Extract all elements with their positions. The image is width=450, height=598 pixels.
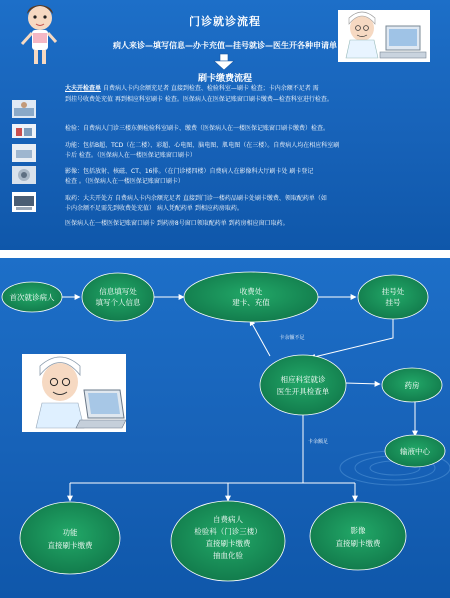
process-line-3: 检验：自费病人门诊三楼东侧检验科室刷卡、缴费（医保病人在一楼医保记账窗口刷卡缴费）检查。 xyxy=(65,125,330,132)
process-line-5: 卡后 检查。（医保病人在一楼医保记账窗口刷卡） xyxy=(65,152,196,159)
photo-pharmacy xyxy=(12,192,36,212)
outpatient-process-panel xyxy=(0,0,450,250)
node-cashier-line2: 建卡、充值 xyxy=(232,298,270,307)
process-line-2: 到挂号收费处充值 再到相应科室刷卡 检查。医保病人在医保记账窗口刷卡缴费—检查科室进行检查。 xyxy=(65,96,333,103)
node-fill-info xyxy=(82,273,154,321)
node-imaging xyxy=(310,502,406,570)
node-registration-line1: 挂号处 xyxy=(381,287,405,296)
process-line-1-lead: 大夫开检查单 xyxy=(65,85,102,92)
node-first-visit xyxy=(2,282,62,312)
photo-function-room xyxy=(12,144,36,162)
node-clinic xyxy=(260,355,346,415)
node-imaging-line2: 直接刷卡缴费 xyxy=(335,539,381,548)
edge-registration-to-clinic xyxy=(310,319,393,358)
node-registration xyxy=(358,275,428,319)
doctor-laptop-icon xyxy=(22,354,126,432)
payment-flowchart-panel xyxy=(0,258,450,598)
section-title: 刷卡缴费流程 xyxy=(197,74,252,84)
flowchart xyxy=(0,258,450,598)
node-lab-line3: 直接刷卡缴费 xyxy=(205,539,251,548)
node-function-line1: 功能 xyxy=(62,528,78,537)
node-pharmacy xyxy=(382,368,442,402)
node-function-line2: 直接刷卡缴费 xyxy=(47,541,93,550)
node-clinic-line1: 相应科室就诊 xyxy=(280,375,326,384)
photo-lab xyxy=(12,124,36,138)
node-fill-info-line2: 填写个人信息 xyxy=(95,298,141,307)
node-pharmacy-label: 药房 xyxy=(404,381,420,390)
edge-label-insufficient: 卡余额不足 xyxy=(279,335,305,341)
process-line-8: 取药：大夫开处方 自费病人卡内余额充足者 直接到门诊一楼药品刷卡处刷卡缴费、领取配药单（如 xyxy=(65,195,327,202)
node-infusion-label: 输液中心 xyxy=(400,447,430,456)
node-clinic-line2: 医生开具检查单 xyxy=(276,387,330,396)
node-lab xyxy=(171,501,285,581)
edge-clinic-to-cashier xyxy=(250,320,270,356)
node-fill-info-line1: 信息填写处 xyxy=(99,287,137,296)
edge-clinic-to-pharmacy xyxy=(345,383,380,384)
process-line-4: 功能：包括B超、TCD（在二楼）、彩超、心电图、脑电图、肌电图（在三楼）。自费病人均在相应科室刷 xyxy=(65,142,340,149)
process-steps: 病人来诊—填写信息—办卡充值—挂号就诊—医生开各种申请单 xyxy=(113,41,337,50)
photo-imaging xyxy=(12,166,36,184)
node-lab-line1: 自费病人 xyxy=(213,515,243,524)
node-registration-line2: 挂号 xyxy=(385,298,401,307)
down-arrow-icon xyxy=(214,54,234,70)
node-function xyxy=(20,502,120,574)
process-line-10: 医保病人在一楼医保记账窗口刷卡 到药房8号窗口领取配药单 到药房相应窗口取药。 xyxy=(65,220,289,227)
node-cashier-line1: 收费处 xyxy=(239,287,263,296)
process-line-9: 卡内余额不足需先到收费处充值） 病人凭配药单 到相应药房取药。 xyxy=(65,205,243,212)
photo-registration-desk xyxy=(12,100,36,118)
process-line-6: 影像：包括放射、核磁、CT、16排。（在门诊楼四楼）自费病人在影像科大厅刷卡处 刷卡登记 xyxy=(65,168,314,175)
process-line-1 xyxy=(65,84,319,93)
page-title: 门诊就诊流程 xyxy=(189,15,261,28)
process-line-7: 检查 。（医保病人在一楼医保记账窗口刷卡） xyxy=(65,178,184,185)
node-lab-line2: 检验科（门诊三楼） xyxy=(194,527,262,536)
node-imaging-line1: 影像 xyxy=(350,526,366,535)
node-cashier xyxy=(184,272,318,322)
edge-label-sufficient: 卡余额足 xyxy=(307,439,329,445)
node-first-visit-label: 首次就诊病人 xyxy=(9,293,55,302)
node-infusion xyxy=(385,435,445,467)
node-lab-line4: 抽血化验 xyxy=(213,551,243,560)
process-line-1-text: 自费病人卡内余额充足者 直接到检查、检验科室—刷卡 检查；卡内余额不足者 需 xyxy=(102,85,319,92)
